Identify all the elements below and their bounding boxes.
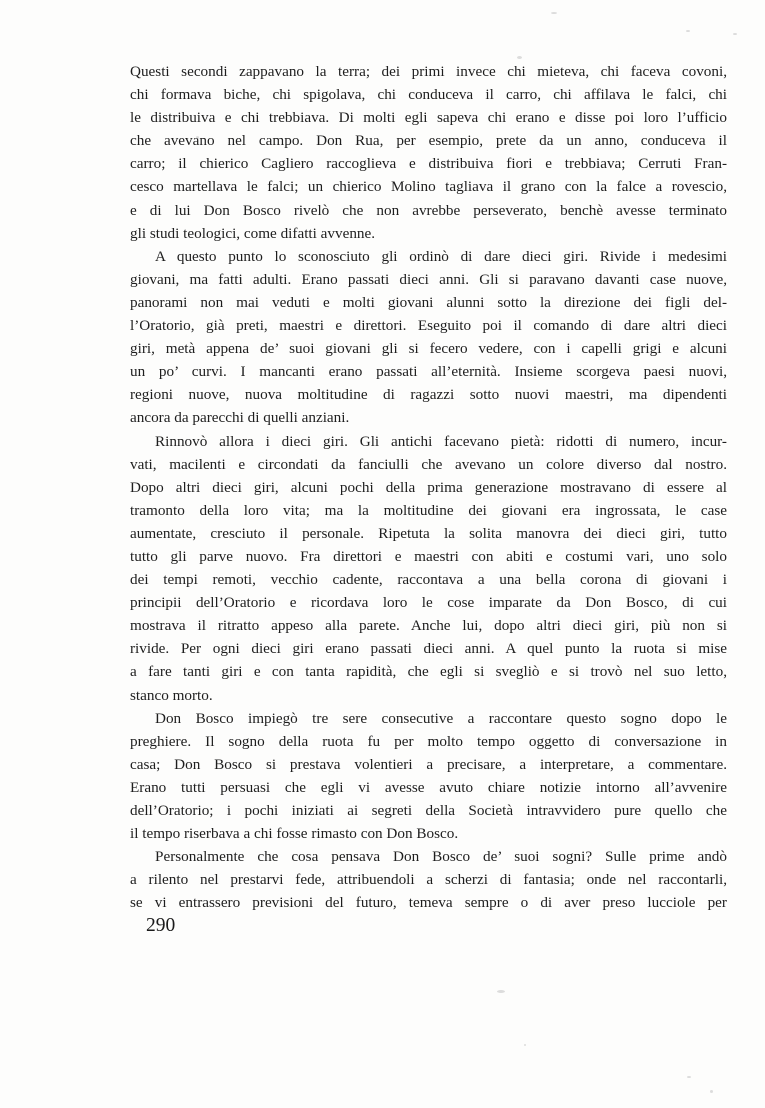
text-line: chi formava biche, chi spigolava, chi conduceva il carro, chi affilava le falci, chi [130,86,727,104]
text-line: a rilento nel prestarvi fede, attribuendoli a scherzi di fantasia; onde nel raccontarli, [130,871,727,889]
text-line: tramonto della loro vita; ma la moltitudine dei giovani era ingrossata, le case [130,501,727,519]
scan-artifact [687,1076,691,1078]
text-line: panorami non mai veduti e molti giovani alunni sotto la direzione dei figli del- [130,293,727,311]
text-line: se vi entrassero previsioni del futuro, temeva sempre o di aver preso lucciole per [130,894,727,912]
page-number: 290 [146,915,176,936]
text-line: ancora da parecchi di quelli anziani. [130,409,350,427]
scan-artifact [551,12,557,14]
text-line: gli studi teologici, come difatti avvenne. [130,224,376,242]
text-line: preghiere. Il sogno della ruota fu per molto tempo oggetto di conversazione in [130,732,727,750]
text-line: Rinnovò allora i dieci giri. Gli antichi facevano pietà: ridotti di numero, incur- [155,432,727,450]
scan-artifact [686,30,690,32]
text-line: Questi secondi zappavano la terra; dei primi invece chi mieteva, chi faceva covoni, [130,63,727,80]
scan-artifact [196,136,199,139]
scan-artifact [710,1090,713,1093]
paragraph [130,430,727,707]
text-line: le distribuiva e chi trebbiava. Di molti egli sapeva chi erano e disse poi loro l’ufficio [130,109,727,127]
text-line: mostrava il ritratto appeso alla parete. Anche lui, dopo altri dieci giri, più non si [130,617,727,635]
text-line: un po’ curvi. I mancanti erano passati all’eternità. Insieme scorgeva paesi nuovi, [130,363,727,381]
text-line: l’Oratorio, già preti, maestri e direttori. Eseguito poi il comando di dare altri dieci [130,317,727,335]
text-line: aumentate, cresciuto il personale. Ripetuta la solita manovra dei dieci giri, tutto [130,524,727,542]
text-line: A questo punto lo sconosciuto gli ordinò di dare dieci giri. Rivide i medesimi [155,247,727,265]
text-line: vati, macilenti e circondati da fanciulli che avevano un colore diverso dal nostro. [130,455,727,473]
text-line: giri, metà appena de’ suoi giovani gli si fecero vedere, con i capelli grigi e alcuni [130,340,727,358]
text-line: carro; il chierico Cagliero raccoglieva e distribuiva fiori e trebbiava; Cerruti Fran- [130,155,727,173]
scan-artifact [497,990,505,993]
scan-artifact [524,1044,526,1046]
scan-artifact [733,33,737,35]
text-line: cesco martellava le falci; un chierico Molino tagliava il grano con la falce a rovescio, [130,178,727,196]
text-line: Dopo altri dieci giri, alcuni pochi della prima generazione mostravano di essere al [130,478,727,496]
paragraph [130,245,727,430]
text-block [130,60,727,914]
paragraph [130,845,727,914]
text-line: casa; Don Bosco si prestava volentieri a precisare, a interpretare, a commentare. [130,755,727,773]
paragraph [130,60,727,245]
text-line: Erano tutti persuasi che egli vi avesse avuto chiare notizie intorno all’avvenire [130,778,727,796]
text-line: il tempo riserbava a chi fosse rimasto con Don Bosco. [130,825,459,843]
text-line: dei tempi remoti, vecchio cadente, raccontava a una bella corona di giovani i [130,571,727,589]
text-line: che avevano nel campo. Don Rua, per esempio, prete da un anno, conduceva il [130,132,727,150]
text-line: principii dell’Oratorio e ricordava loro le cose imparate da Don Bosco, di cui [130,594,727,612]
scan-artifact [517,56,522,59]
text-line: a fare tanti giri e con tanta rapidità, che egli si svegliò e si trovò nel suo letto, [130,663,727,681]
text-line: Personalmente che cosa pensava Don Bosco de’ suoi sogni? Sulle prime andò [155,848,727,866]
text-line: rivide. Per ogni dieci giri erano passati dieci anni. A quel punto la ruota si mise [130,640,727,658]
paragraph [130,707,727,846]
text-line: regioni nuove, nuova moltitudine di ragazzi sotto nuovi maestri, ma dipendenti [130,386,727,404]
text-line: tutto gli parve nuovo. Fra direttori e maestri con abiti e costumi vari, uno solo [130,547,727,565]
text-line: Don Bosco impiegò tre sere consecutive a raccontare questo sogno dopo le [155,709,727,727]
text-line: giovani, ma fatti adulti. Erano passati dieci anni. Gli si paravano davanti case nuove, [130,270,727,288]
text-line: e di lui Don Bosco rivelò che non avrebbe perseverato, benchè avesse terminato [130,201,727,219]
text-line: dell’Oratorio; i pochi iniziati ai segreti della Società intravvidero pure quello che [130,802,727,819]
text-line: stanco morto. [130,686,213,704]
